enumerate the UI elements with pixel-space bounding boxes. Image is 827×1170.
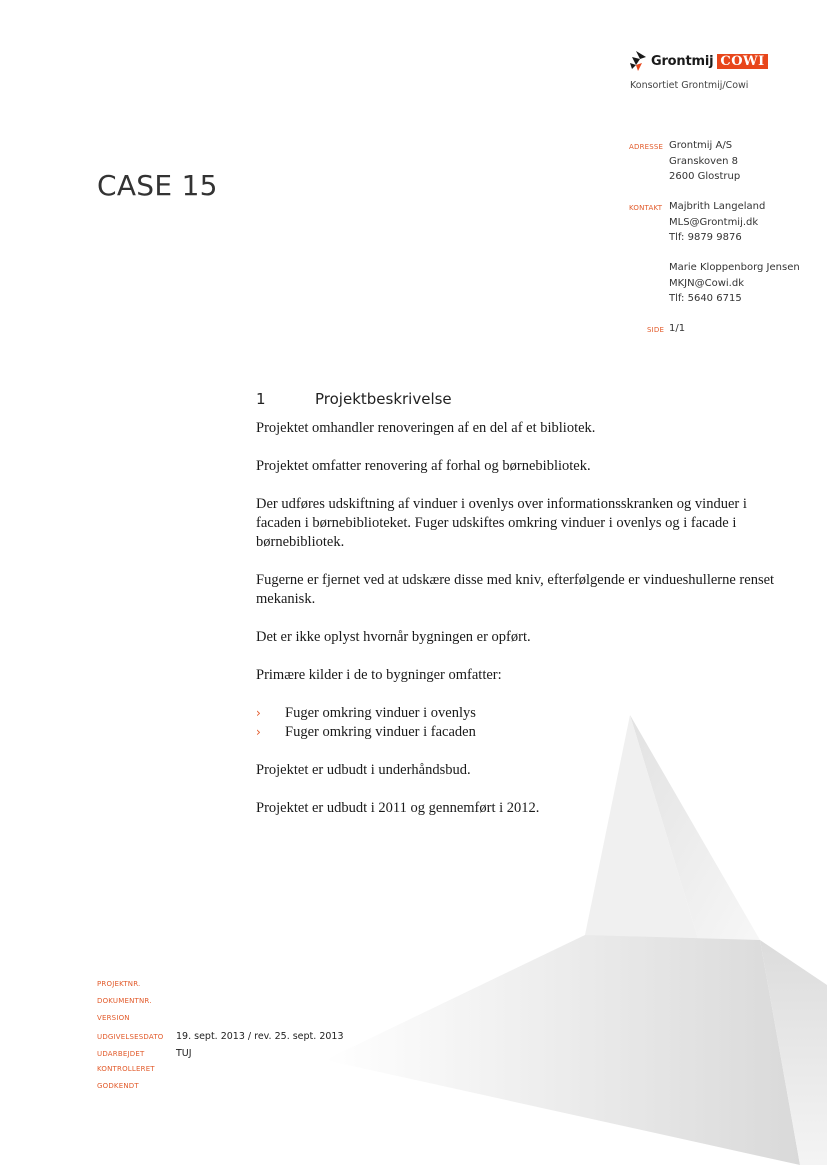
case-title: CASE 15 bbox=[97, 169, 218, 202]
metadata-row bbox=[97, 1048, 344, 1065]
metadata-row bbox=[97, 1082, 344, 1099]
section-title: Projektbeskrivelse bbox=[315, 390, 452, 408]
bullet-list bbox=[256, 704, 776, 742]
metadata-row bbox=[97, 1014, 344, 1031]
metadata-row bbox=[97, 980, 344, 997]
metadata-value: 19. sept. 2013 / rev. 25. sept. 2013 bbox=[176, 1031, 344, 1042]
paragraph: Projektet omfatter renovering af forhal og børnebibliotek. bbox=[256, 458, 591, 474]
paragraph: Primære kilder i de to bygninger omfatter: bbox=[256, 667, 502, 683]
metadata-label: VERSION bbox=[97, 1014, 130, 1022]
contact-name: Marie Kloppenborg Jensen bbox=[669, 262, 800, 273]
consortium-name: Konsortiet Grontmij/Cowi bbox=[630, 80, 749, 91]
section-number: 1 bbox=[256, 390, 266, 408]
bullet-chevron-icon: › bbox=[256, 706, 261, 720]
list-item bbox=[256, 704, 776, 723]
paragraph: Projektet er udbudt i underhåndsbud. bbox=[256, 762, 471, 778]
document-metadata bbox=[97, 980, 344, 1099]
metadata-label: UDGIVELSESDATO bbox=[97, 1033, 164, 1041]
contact-person-2 bbox=[669, 260, 800, 307]
paragraph: Det er ikke oplyst hvornår bygningen er opført. bbox=[256, 629, 531, 645]
paragraph: Projektet omhandler renoveringen af en del af et bibliotek. bbox=[256, 420, 596, 436]
list-item bbox=[256, 723, 776, 742]
contact-name: Majbrith Langeland bbox=[669, 201, 766, 212]
grontmij-logo-icon bbox=[630, 51, 648, 71]
contact-email: MKJN@Cowi.dk bbox=[669, 277, 744, 289]
contact-phone: Tlf: 5640 6715 bbox=[669, 293, 742, 304]
contact-label: KONTAKT bbox=[629, 204, 663, 212]
contact-email: MLS@Grontmij.dk bbox=[669, 216, 759, 228]
paragraph: Projektet er udbudt i 2011 og gennemført i 2012. bbox=[256, 800, 540, 816]
page-number: 1/1 bbox=[669, 323, 686, 334]
page-label: SIDE bbox=[647, 326, 665, 334]
address-line: 2600 Glostrup bbox=[669, 171, 741, 182]
contact-phone: Tlf: 9879 9876 bbox=[669, 232, 742, 243]
paragraph: Der udføres udskiftning af vinduer i ovenlys over informationsskranken og vinduer i facaden i børnebiblioteket. Fuger udskiftes omkring vinduer i ovenlys og i facade i børnebibliotek. bbox=[256, 496, 747, 550]
metadata-label: DOKUMENTNR. bbox=[97, 997, 152, 1005]
metadata-label: PROJEKTNR. bbox=[97, 980, 141, 988]
body-text bbox=[256, 419, 776, 837]
address-block bbox=[669, 138, 740, 185]
address-line: Grontmij A/S bbox=[669, 140, 733, 151]
logo-grontmij-text: Grontmij bbox=[651, 53, 714, 69]
metadata-label: UDARBEJDET bbox=[97, 1050, 145, 1058]
bullet-chevron-icon: › bbox=[256, 725, 261, 739]
metadata-value: TUJ bbox=[176, 1048, 192, 1059]
metadata-row bbox=[97, 997, 344, 1014]
address-label: ADRESSE bbox=[629, 143, 664, 151]
metadata-row bbox=[97, 1065, 344, 1082]
list-item-text: Fuger omkring vinduer i ovenlys bbox=[285, 705, 476, 721]
list-item-text: Fuger omkring vinduer i facaden bbox=[285, 724, 476, 740]
section-heading bbox=[256, 390, 452, 408]
address-line: Granskoven 8 bbox=[669, 155, 739, 167]
metadata-row bbox=[97, 1031, 344, 1048]
contact-person-1 bbox=[669, 199, 765, 246]
company-logo bbox=[630, 50, 768, 72]
metadata-label: GODKENDT bbox=[97, 1082, 139, 1090]
paragraph: Fugerne er fjernet ved at udskære disse med kniv, efterfølgende er vindueshullerne renset mekanisk. bbox=[256, 572, 775, 607]
metadata-label: KONTROLLERET bbox=[97, 1065, 155, 1073]
logo-cowi-text: COWI bbox=[717, 54, 767, 69]
